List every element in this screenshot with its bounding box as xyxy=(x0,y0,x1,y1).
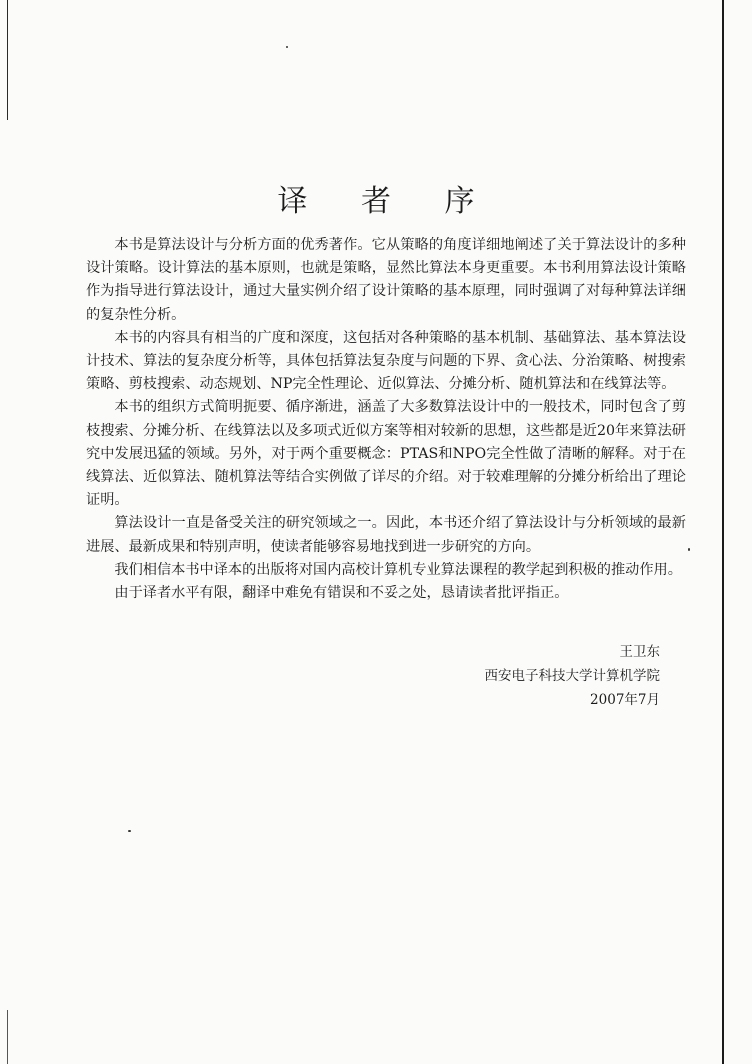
scan-edge-left-lower xyxy=(7,1010,8,1064)
scan-speck xyxy=(688,548,690,551)
body-text xyxy=(86,234,686,605)
paragraph-5: 我们相信本书中译本的出版将对国内高校计算机专业算法课程的教学起到积极的推动作用。 xyxy=(114,561,682,578)
scan-edge-right xyxy=(722,0,724,1064)
page-title: 译 者 序 xyxy=(277,184,497,219)
paragraph-6: 由于译者水平有限，翻译中难免有错误和不妥之处，恳请读者批评指正。 xyxy=(114,585,569,602)
paragraph-4: 算法设计一直是备受关注的研究领域之一。因此，本书还介绍了算法设计与分析领域的最新进展、最新成果和特别声明，使读者能够容易地找到进一步研究的方向。 xyxy=(86,515,686,555)
scan-speck xyxy=(128,830,131,832)
translator-name: 王卫东 xyxy=(619,644,660,660)
signature-date: 2007年7月 xyxy=(590,692,660,708)
signature-block xyxy=(485,640,661,712)
paragraph-2: 本书的内容具有相当的广度和深度，这包括对各种策略的基本机制、基础算法、基本算法设计技术、算法的复杂度分析等，具体包括算法复杂度与问题的下界、贪心法、分治策略、树搜索策略、剪枝搜索、动态规划、NP完全性理论、近似算法、分摊分析、随机算法和在线算法等。 xyxy=(86,329,686,393)
scan-edge-left xyxy=(7,0,8,120)
paragraph-1: 本书是算法设计与分析方面的优秀著作。它从策略的角度详细地阐述了关于算法设计的多种设计策略。设计算法的基本原则，也就是策略，显然比算法本身更重要。本书利用算法设计策略作为指导进行算法设计，通过大量实例介绍了设计策略的基本原理，同时强调了对每种算法详细的复杂性分析。 xyxy=(86,237,686,323)
scan-speck xyxy=(286,46,288,48)
paragraph-3: 本书的组织方式简明扼要、循序渐进，涵盖了大多数算法设计中的一般技术，同时包含了剪枝搜索、分摊分析、在线算法以及多项式近似方案等相对较新的思想，这些都是近20年来算法研究中发展迅猛的领域。另外，对于两个重要概念：PTAS和NPO完全性做了清晰的解释。对于在线算法、近似算法、随机算法等结合实例做了详尽的介绍。对于较难理解的分摊分析给出了理论证明。 xyxy=(86,399,686,509)
translator-affiliation: 西安电子科技大学计算机学院 xyxy=(484,668,660,684)
